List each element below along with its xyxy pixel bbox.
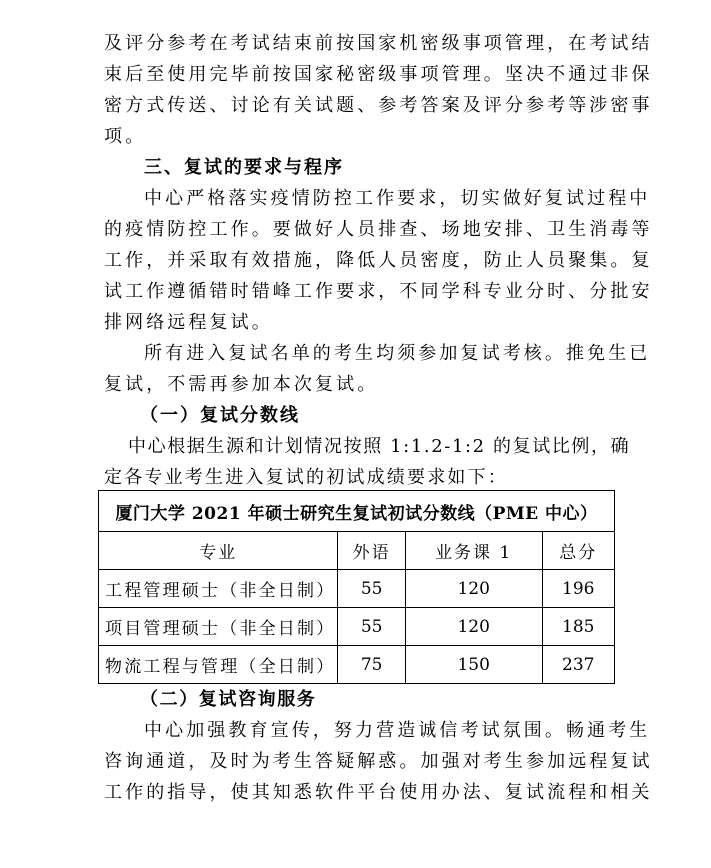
subsection-heading: （二）复试咨询服务 <box>140 689 317 710</box>
table-row <box>99 608 615 646</box>
cell-foreign-language: 55 <box>338 608 405 646</box>
subsection-heading: （一）复试分数线 <box>140 405 300 426</box>
cell-major: 工程管理硕士（非全日制） <box>99 570 338 608</box>
paragraph-line: 项。 <box>104 126 147 147</box>
table-row <box>99 646 615 684</box>
cell-foreign-language: 55 <box>338 570 405 608</box>
paragraph-line: 复试，不需再参加本次复试。 <box>104 374 379 395</box>
paragraph-line: 所有进入复试名单的考生均须参加复试考核。推免生已 <box>144 343 651 364</box>
paragraph-line: 中心严格落实疫情防控工作要求，切实做好复试过程中 <box>144 188 651 209</box>
table-title: 厦门大学 2021 年硕士研究生复试初试分数线（PME 中心） <box>99 491 615 532</box>
paragraph-line: 密方式传送、讨论有关试题、参考答案及评分参考等涉密事 <box>104 95 653 116</box>
score-table <box>98 490 615 684</box>
header-foreign-language: 外语 <box>338 532 405 570</box>
cell-course1: 120 <box>405 608 542 646</box>
cell-total: 196 <box>542 570 615 608</box>
paragraph-line: 中心加强教育宣传，努力营造诚信考试氛围。畅通考生 <box>144 720 651 741</box>
paragraph-line: 试工作遵循错时错峰工作要求，不同学科专业分时、分批安 <box>104 281 653 302</box>
paragraph-line: 工作的指导，使其知悉软件平台使用办法、复试流程和相关 <box>104 782 653 803</box>
table-row <box>99 570 615 608</box>
paragraph-line: 工作，并采取有效措施，降低人员密度，防止人员聚集。复 <box>104 250 653 271</box>
paragraph-line: 咨询通道，及时为考生答疑解惑。加强对考生参加远程复试 <box>104 751 653 772</box>
paragraph-line: 及评分参考在考试结束前按国家机密级事项管理，在考试结 <box>104 33 653 54</box>
paragraph-line: 定各专业考生进入复试的初试成绩要求如下： <box>104 467 508 488</box>
table-title-row <box>99 491 615 532</box>
cell-foreign-language: 75 <box>338 646 405 684</box>
table-header-row <box>99 532 615 570</box>
section-heading: 三、复试的要求与程序 <box>144 157 344 178</box>
header-total: 总分 <box>542 532 615 570</box>
header-course1: 业务课 1 <box>405 532 542 570</box>
paragraph-line: 的疫情防控工作。要做好人员排查、场地安排、卫生消毒等 <box>104 219 653 240</box>
header-major: 专业 <box>99 532 338 570</box>
cell-total: 237 <box>542 646 615 684</box>
cell-course1: 120 <box>405 570 542 608</box>
paragraph-line: 束后至使用完毕前按国家秘密级事项管理。坚决不通过非保 <box>104 64 653 85</box>
paragraph-line: 排网络远程复试。 <box>104 312 273 333</box>
cell-major: 物流工程与管理（全日制） <box>99 646 338 684</box>
paragraph-line: 中心根据生源和计划情况按照 1:1.2-1:2 的复试比例，确 <box>128 436 631 457</box>
cell-course1: 150 <box>405 646 542 684</box>
cell-total: 185 <box>542 608 615 646</box>
cell-major: 项目管理硕士（非全日制） <box>99 608 338 646</box>
